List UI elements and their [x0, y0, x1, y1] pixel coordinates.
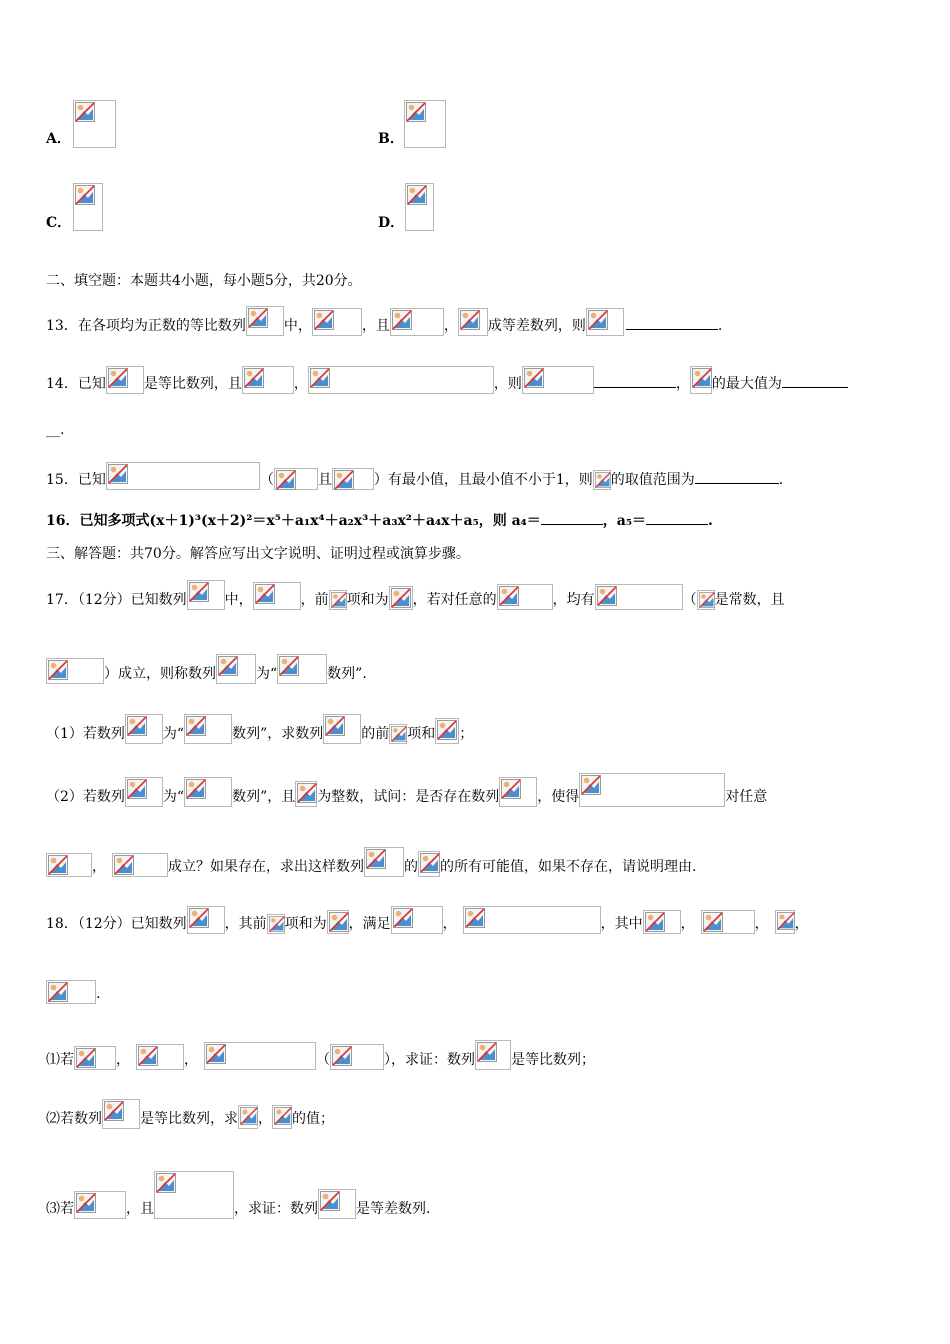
formula-image — [323, 714, 361, 744]
formula-image — [775, 910, 795, 934]
formula-image — [216, 654, 256, 684]
question-18-part3: ⑶若 ，且 ，求证：数列 是等差数列. — [46, 1171, 430, 1219]
formula-image — [586, 308, 624, 336]
section3-heading: 三、解答题：共70分。解答应写出文字说明、证明过程或演算步骤。 — [46, 546, 470, 562]
formula-image — [295, 781, 317, 807]
formula-image — [499, 777, 537, 807]
option-c-label: C． — [46, 215, 72, 231]
formula-image — [330, 1044, 384, 1070]
formula-image — [697, 590, 715, 610]
formula-image — [579, 773, 725, 807]
formula-image — [187, 906, 225, 934]
question-14: 14．已知 是等比数列，且 ， ，则 ， 的最大值为 — [46, 366, 848, 394]
formula-image — [46, 980, 96, 1004]
formula-image — [643, 910, 681, 934]
formula-image — [242, 366, 294, 394]
formula-image — [125, 714, 163, 744]
formula-image — [327, 910, 349, 934]
formula-image — [463, 906, 601, 934]
question-16: 16．已知多项式(x＋1)³(x＋2)²＝x⁵＋a₁x⁴＋a₂x³＋a₃x²＋a₄x＋a₅，则 a₄＝ ，a₅＝ . — [46, 510, 713, 531]
formula-image — [74, 1191, 126, 1219]
formula-image — [246, 306, 284, 336]
answer-blank[interactable] — [695, 469, 779, 484]
formula-image — [253, 582, 301, 610]
question-18-line2: . — [46, 980, 100, 1004]
formula-image — [418, 851, 440, 877]
question-18: 18．（12分）已知数列 ，其前 项和为 ，满足 ， ，其中 ， ， ， — [46, 906, 809, 934]
formula-image — [458, 308, 488, 336]
formula-image — [46, 658, 104, 684]
formula-image — [46, 853, 92, 877]
question-14-continued: __. — [46, 422, 65, 438]
option-b-image — [404, 100, 446, 148]
question-17-line5: ， 成立？如果存在，求出这样数列 的 的所有可能值，如果不存在，请说明理由. — [46, 847, 696, 877]
question-17-part1: （1）若数列 为“ 数列”，求数列 的前 项和 ； — [46, 714, 473, 744]
question-17-part2: （2）若数列 为“ 数列”，且 为整数，试问：是否存在数列 ，使得 对任意 — [46, 773, 767, 807]
formula-image — [475, 1040, 511, 1070]
formula-image — [184, 714, 232, 744]
formula-image — [267, 914, 285, 934]
question-18-part1: ⑴若 ， ， （ ），求证：数列 是等比数列； — [46, 1040, 595, 1070]
formula-image — [102, 1099, 140, 1129]
formula-image — [238, 1105, 258, 1129]
formula-image — [154, 1171, 234, 1219]
formula-image — [595, 584, 683, 610]
formula-image — [74, 1046, 116, 1070]
formula-image — [136, 1044, 184, 1070]
formula-image — [391, 906, 443, 934]
formula-image — [204, 1042, 316, 1070]
question-18-part2: ⑵若数列 是等比数列，求 ， 的值； — [46, 1099, 334, 1129]
formula-image — [329, 590, 347, 610]
formula-image — [389, 724, 407, 744]
formula-image — [390, 308, 444, 336]
question-17: 17．（12分）已知数列 中， ，前 项和为 ，若对任意的 ，均有 （ 是常数，且 — [46, 580, 785, 610]
formula-image — [277, 654, 327, 684]
formula-image — [690, 366, 712, 394]
option-d-image — [405, 183, 434, 231]
option-c-image — [73, 183, 103, 231]
question-15: 15．已知 （ 且 ）有最小值，且最小值不小于1，则 的取值范围为 . — [46, 462, 783, 490]
formula-image — [308, 366, 494, 394]
formula-image — [106, 462, 260, 490]
formula-image — [389, 586, 413, 610]
formula-image — [106, 366, 144, 394]
answer-blank[interactable] — [626, 315, 718, 330]
formula-image — [701, 910, 755, 934]
formula-image — [593, 470, 611, 490]
formula-image — [318, 1189, 356, 1219]
formula-image — [184, 777, 232, 807]
formula-image — [187, 580, 225, 610]
formula-image — [435, 718, 459, 744]
option-a-label: A． — [46, 131, 71, 147]
question-17-line2: ）成立，则称数列 为“ 数列”. — [46, 654, 367, 684]
formula-image — [522, 366, 594, 394]
answer-blank[interactable] — [594, 373, 676, 388]
formula-image — [312, 308, 362, 336]
option-d-label: D． — [378, 215, 405, 231]
formula-image — [274, 468, 318, 490]
question-13: 13．在各项均为正数的等比数列 中， ，且 ， 成等差数列，则 . — [46, 306, 722, 336]
formula-image — [332, 468, 374, 490]
formula-image — [272, 1105, 292, 1129]
answer-blank[interactable] — [782, 373, 848, 388]
answer-blank[interactable] — [646, 510, 708, 525]
formula-image — [112, 853, 168, 877]
formula-image — [497, 584, 553, 610]
formula-image — [125, 777, 163, 807]
section2-heading: 二、填空题：本题共4小题，每小题5分，共20分。 — [46, 273, 362, 289]
answer-blank[interactable] — [541, 510, 603, 525]
option-a-image — [73, 100, 116, 148]
option-b-label: B． — [378, 131, 404, 147]
formula-image — [364, 847, 404, 877]
